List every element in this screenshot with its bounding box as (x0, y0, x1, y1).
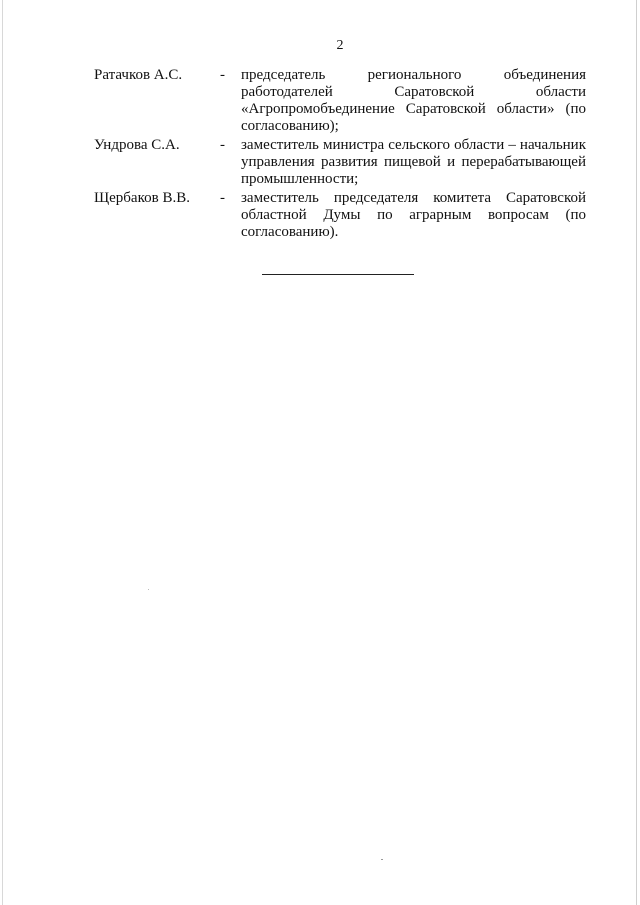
member-name: Ундрова С.А. (94, 137, 180, 153)
member-list (94, 67, 586, 243)
page-edge-left (2, 0, 3, 905)
member-dash: - (220, 67, 225, 83)
scan-speck (381, 859, 383, 860)
member-dash: - (220, 137, 225, 153)
scan-speck (148, 589, 149, 590)
member-role: председатель регионального объединения работодателей Саратовской области «Агропромобъединение Саратовской области» (по согласованию); (241, 67, 586, 134)
member-role: заместитель министра сельского области – начальник управления развития пищевой и перерабатывающей промышленности; (241, 137, 586, 187)
member-name: Ратачков А.С. (94, 67, 183, 83)
member-role: заместитель председателя комитета Саратовской областной Думы по аграрным вопросам (по согласованию). (241, 190, 586, 240)
member-row (94, 67, 586, 135)
page-number: 2 (336, 38, 344, 53)
member-row (94, 190, 586, 241)
member-name: Щербаков В.В. (94, 190, 190, 206)
member-row (94, 137, 586, 188)
end-rule (262, 274, 414, 275)
page-edge-right (636, 0, 637, 905)
member-dash: - (220, 190, 225, 206)
